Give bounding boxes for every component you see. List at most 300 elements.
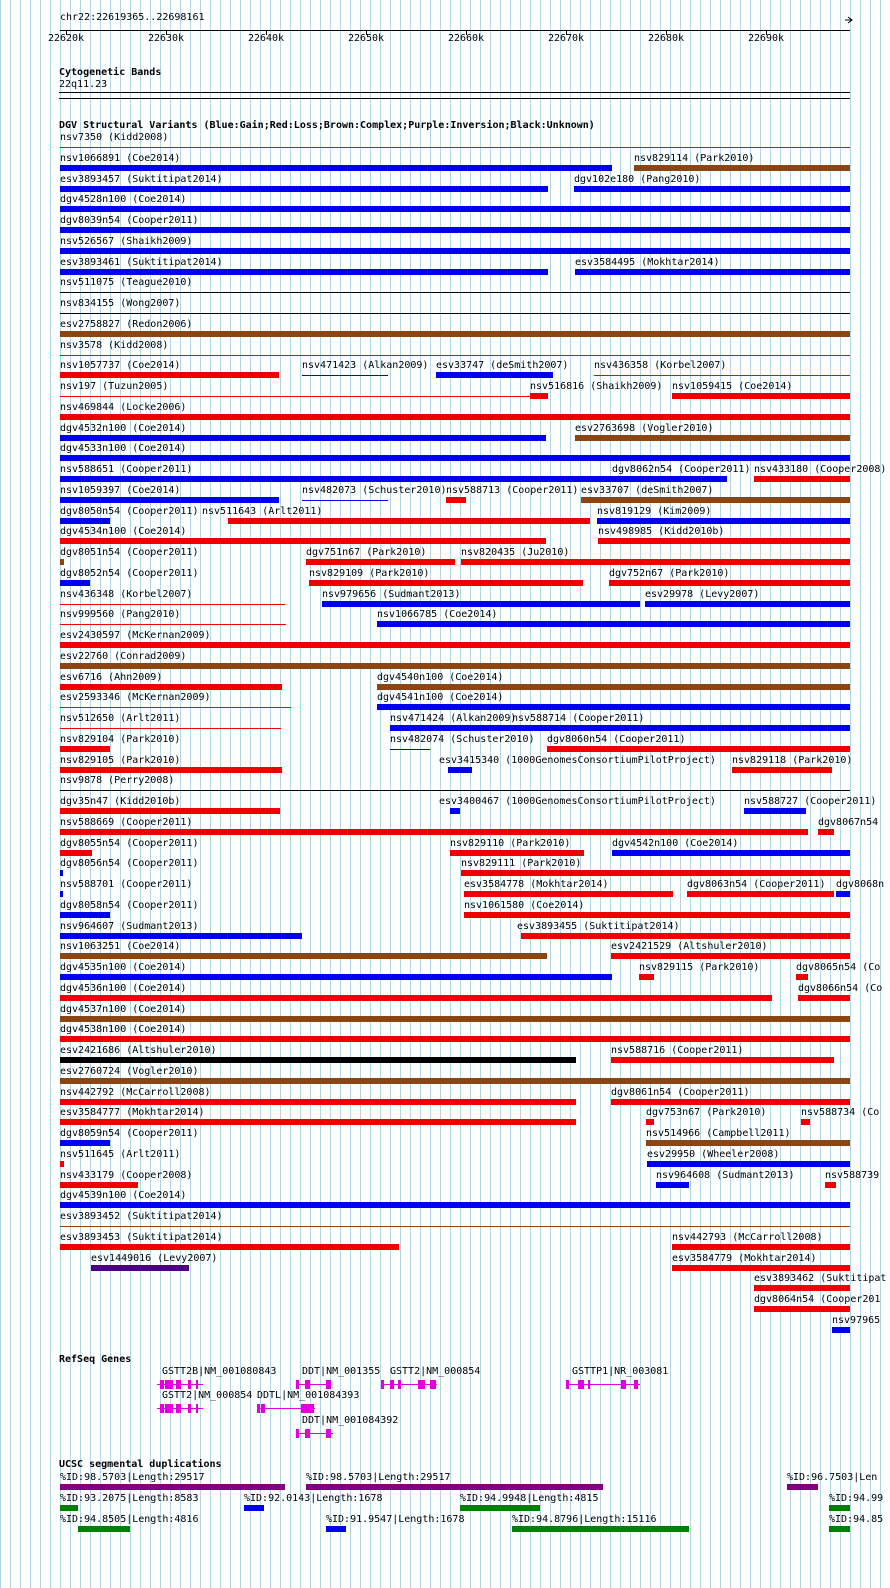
variant-label[interactable]: dgv8058n54 (Cooper2011) [60,900,199,911]
variant-label[interactable]: dgv8068n [836,879,885,890]
segdup-bar[interactable] [326,1526,346,1532]
variant-label[interactable]: nsv834155 (Wong2007) [60,298,181,309]
variant-label[interactable]: dgv35n47 (Kidd2010b) [60,796,181,807]
variant-bar[interactable] [60,870,63,876]
variant-label[interactable]: nsv1059415 (Coe2014) [672,381,793,392]
gene-exon[interactable] [418,1380,425,1389]
variant-label[interactable]: dgv8067n54 [818,817,879,828]
gene-exon[interactable] [430,1380,436,1389]
variant-bar[interactable] [461,559,850,565]
variant-bar[interactable] [60,707,291,708]
variant-label[interactable]: dgv8061n54 (Cooper2011) [611,1087,750,1098]
variant-label[interactable]: nsv482073 (Schuster2010) [302,485,447,496]
variant-label[interactable]: nsv511075 (Teague2010) [60,277,193,288]
variant-label[interactable]: nsv588713 (Cooper2011) [446,485,579,496]
variant-bar[interactable] [639,974,654,980]
variant-label[interactable]: esv22760 (Conrad2009) [60,651,187,662]
gene-label[interactable]: DDT|NM_001355 [302,1366,381,1377]
variant-label[interactable]: esv33707 (deSmith2007) [581,485,714,496]
variant-bar[interactable] [646,1140,850,1146]
variant-label[interactable]: nsv511643 (Arlt2011) [202,506,323,517]
variant-bar[interactable] [60,1078,850,1084]
variant-bar[interactable] [377,704,850,710]
variant-label[interactable]: nsv829114 (Park2010) [634,153,755,164]
variant-label[interactable]: dgv8051n54 (Cooper2011) [60,547,199,558]
variant-label[interactable]: dgv751n67 (Park2010) [306,547,427,558]
variant-bar[interactable] [672,393,850,399]
variant-label[interactable]: esv3893452 (Suktitipat2014) [60,1211,223,1222]
gene-exon[interactable] [165,1380,173,1389]
variant-bar[interactable] [377,684,850,690]
variant-label[interactable]: dgv753n67 (Park2010) [646,1107,767,1118]
variant-bar[interactable] [60,414,850,420]
variant-label[interactable]: nsv436348 (Korbel2007) [60,589,193,600]
variant-label[interactable]: dgv8066n54 (Co [798,983,883,994]
variant-bar[interactable] [796,974,808,980]
gene-exon[interactable] [305,1429,310,1438]
gene-exon[interactable] [196,1380,198,1389]
variant-bar[interactable] [60,974,612,980]
segdup-label[interactable]: %ID:98.5703|Length:29517 [306,1472,451,1483]
variant-label[interactable]: dgv4537n100 (Coe2014) [60,1004,187,1015]
gene-exon[interactable] [578,1380,584,1389]
variant-bar[interactable] [464,891,673,897]
gene-exon[interactable] [381,1380,384,1389]
variant-bar[interactable] [60,808,280,814]
gene-exon[interactable] [176,1404,181,1413]
ruler-tick-label: 22630k [147,33,185,44]
variant-bar[interactable] [647,1161,850,1167]
variant-label[interactable]: nsv469844 (Locke2006) [60,402,187,413]
ruler-tick-label: 22640k [247,33,285,44]
variant-label[interactable]: dgv4540n100 (Coe2014) [377,672,504,683]
variant-label[interactable]: nsv829115 (Park2010) [639,962,760,973]
gene-exon[interactable] [296,1429,299,1438]
segdup-label[interactable]: %ID:93.2075|Length:8583 [60,1493,199,1504]
variant-label[interactable]: nsv442793 (McCarroll2008) [672,1232,823,1243]
variant-bar[interactable] [754,476,850,482]
variant-bar[interactable] [60,933,302,939]
gene-exon[interactable] [566,1380,569,1389]
variant-bar[interactable] [575,269,850,275]
variant-label[interactable]: nsv588739 [825,1170,880,1181]
variant-bar[interactable] [521,933,850,939]
variant-bar[interactable] [612,476,727,482]
variant-label[interactable]: nsv1066891 (Coe2014) [60,153,181,164]
variant-bar[interactable] [836,891,850,897]
variant-bar[interactable] [832,1327,850,1333]
segdup-bar[interactable] [460,1505,540,1511]
variant-label[interactable]: esv2758827 (Redon2006) [60,319,193,330]
variant-bar[interactable] [464,912,850,918]
variant-bar[interactable] [60,538,546,544]
variant-bar[interactable] [60,518,110,524]
gene-label[interactable]: DDTL|NM_001084393 [257,1390,360,1401]
variant-label[interactable]: esv3893455 (Suktitipat2014) [517,921,680,932]
variant-bar[interactable] [60,497,279,503]
gene-exon[interactable] [196,1404,198,1413]
variant-bar[interactable] [744,808,806,814]
variant-label[interactable]: nsv588651 (Cooper2011) [60,464,193,475]
variant-label[interactable]: nsv97965 [832,1315,881,1326]
variant-label[interactable]: dgv8062n54 (Cooper2011) [612,464,751,475]
variant-label[interactable]: nsv3578 (Kidd2008) [60,340,169,351]
variant-label[interactable]: nsv819129 (Kim2009) [597,506,712,517]
gene-label[interactable]: GSTT2|NM_000854 [390,1366,481,1377]
variant-label[interactable]: dgv8056n54 (Cooper2011) [60,858,199,869]
variant-bar[interactable] [801,1119,810,1125]
variant-bar[interactable] [687,891,834,897]
variant-label[interactable]: nsv526567 (Shaikh2009) [60,236,193,247]
variant-label[interactable]: dgv4532n100 (Coe2014) [60,423,187,434]
variant-label[interactable]: nsv436358 (Korbel2007) [594,360,727,371]
variant-label[interactable]: nsv514966 (Campbell2011) [646,1128,791,1139]
variant-label[interactable]: nsv588714 (Cooper2011) [512,713,645,724]
variant-bar[interactable] [581,497,850,503]
variant-bar[interactable] [228,518,590,524]
gene-exon[interactable] [296,1380,299,1389]
gene-exon[interactable] [261,1404,265,1413]
gene-exon[interactable] [398,1380,401,1389]
variant-bar[interactable] [322,601,640,607]
variant-label[interactable]: nsv471423 (Alkan2009) [302,360,429,371]
variant-bar[interactable] [302,375,388,376]
variant-label[interactable]: nsv1063251 (Coe2014) [60,941,181,952]
variant-label[interactable]: dgv4533n100 (Coe2014) [60,443,187,454]
variant-bar[interactable] [60,1099,576,1105]
variant-bar[interactable] [60,1202,850,1208]
ruler-tick-label: 22650k [347,33,385,44]
variant-label[interactable]: nsv588734 (Co [801,1107,880,1118]
variant-bar[interactable] [611,1057,834,1063]
variant-label[interactable]: nsv516816 (Shaikh2009) [530,381,663,392]
variant-bar[interactable] [60,728,281,729]
variant-bar[interactable] [60,1161,64,1167]
variant-label[interactable]: nsv197 (Tuzun2005) [60,381,169,392]
variant-bar[interactable] [818,829,834,835]
segdup-bar[interactable] [60,1505,78,1511]
segdup-bar[interactable] [829,1505,850,1511]
variant-label[interactable]: nsv964608 (Sudmant2013) [656,1170,795,1181]
gene-exon[interactable] [301,1404,314,1413]
variant-label[interactable]: dgv4535n100 (Coe2014) [60,962,187,973]
variant-bar[interactable] [60,372,279,378]
variant-bar[interactable] [60,663,850,669]
segdup-label[interactable]: %ID:98.5703|Length:29517 [60,1472,205,1483]
variant-label[interactable]: esv33747 (deSmith2007) [436,360,569,371]
variant-bar[interactable] [60,331,850,337]
variant-bar[interactable] [436,372,553,378]
variant-label[interactable]: dgv8052n54 (Cooper2011) [60,568,199,579]
variant-bar[interactable] [612,850,850,856]
variant-bar[interactable] [547,746,850,752]
gene-exon[interactable] [176,1380,181,1389]
variant-bar[interactable] [60,790,850,791]
variant-bar[interactable] [60,829,808,835]
variant-label[interactable]: nsv829109 (Park2010) [309,568,430,579]
variant-bar[interactable] [60,313,850,314]
variant-label[interactable]: nsv588701 (Cooper2011) [60,879,193,890]
divider [59,98,850,99]
variant-label[interactable]: esv3584777 (Mokhtar2014) [60,1107,205,1118]
variant-label[interactable]: nsv1059397 (Coe2014) [60,485,181,496]
variant-bar[interactable] [611,953,850,959]
variant-label[interactable]: dgv4534n100 (Coe2014) [60,526,187,537]
variant-label[interactable]: esv2763698 (Vogler2010) [575,423,714,434]
segdup-label[interactable]: %ID:96.7503|Len [787,1472,878,1483]
variant-label[interactable]: dgv8064n54 (Cooper201 [754,1294,881,1305]
variant-label[interactable]: nsv7350 (Kidd2008) [60,132,169,143]
variant-label[interactable]: nsv829105 (Park2010) [60,755,181,766]
variant-bar[interactable] [450,808,460,814]
gene-exon[interactable] [257,1404,260,1413]
variant-bar[interactable] [390,749,430,750]
variant-bar[interactable] [60,684,282,690]
segdup-label[interactable]: %ID:94.9948|Length:4815 [460,1493,599,1504]
segdup-bar[interactable] [787,1484,818,1490]
variant-label[interactable]: nsv588727 (Cooper2011) [744,796,877,807]
gene-exon[interactable] [326,1380,331,1389]
variant-label[interactable]: nsv482074 (Schuster2010) [390,734,535,745]
variant-bar[interactable] [60,1016,850,1022]
variant-bar[interactable] [306,559,455,565]
gene-exon[interactable] [326,1429,331,1438]
variant-label[interactable]: esv3893457 (Suktitipat2014) [60,174,223,185]
variant-label[interactable]: nsv588669 (Cooper2011) [60,817,193,828]
variant-label[interactable]: esv3584779 (Mokhtar2014) [672,1253,817,1264]
segdup-label[interactable]: %ID:91.9547|Length:1678 [326,1514,465,1525]
variant-bar[interactable] [446,497,466,503]
segdup-bar[interactable] [306,1484,603,1490]
variant-bar[interactable] [60,580,90,586]
variant-bar[interactable] [60,206,850,212]
variant-label[interactable]: nsv1057737 (Coe2014) [60,360,181,371]
dgv-track-title: DGV Structural Variants (Blue:Gain;Red:Loss;Brown:Complex;Purple:Inversion;Black:Unknown) [59,120,595,131]
variant-bar[interactable] [60,1057,576,1063]
variant-bar[interactable] [512,725,850,731]
variant-label[interactable]: dgv8063n54 (Cooper2011) [687,879,826,890]
variant-bar[interactable] [450,850,584,856]
variant-label[interactable]: esv3893462 (Suktitipat [754,1273,887,1284]
gene-label[interactable]: DDT|NM_001084392 [302,1415,399,1426]
variant-label[interactable]: dgv4538n100 (Coe2014) [60,1024,187,1035]
variant-label[interactable]: nsv433180 (Cooper2008) [754,464,887,475]
variant-bar[interactable] [302,500,388,501]
region-coordinates: chr22:22619365..22698161 [60,12,205,23]
variant-label[interactable]: nsv511645 (Arlt2011) [60,1149,181,1160]
variant-bar[interactable] [611,1099,850,1105]
variant-bar[interactable] [60,746,110,752]
variant-label[interactable]: dgv752n67 (Park2010) [609,568,730,579]
variant-bar[interactable] [60,642,850,648]
gene-exon[interactable] [305,1380,310,1389]
ruler-tick-label: 22690k [747,33,785,44]
variant-label[interactable]: esv2760724 (Vogler2010) [60,1066,199,1077]
variant-bar[interactable] [60,396,548,397]
variant-bar[interactable] [448,767,472,773]
variant-bar[interactable] [60,850,92,856]
gene-exon[interactable] [621,1380,626,1389]
gene-label[interactable]: GSTT2B|NM_001080843 [162,1366,277,1377]
scroll-right-arrow-icon[interactable] [845,14,853,26]
variant-bar[interactable] [60,1036,850,1042]
variant-bar[interactable] [754,1306,850,1312]
segdup-label[interactable]: %ID:94.85 [829,1514,884,1525]
variant-label[interactable]: esv3584495 (Mokhtar2014) [575,257,720,268]
variant-bar[interactable] [60,227,850,233]
variant-bar[interactable] [530,393,548,399]
variant-label[interactable]: esv3893461 (Suktitipat2014) [60,257,223,268]
variant-bar[interactable] [598,538,850,544]
gene-exon[interactable] [188,1404,191,1413]
variant-bar[interactable] [60,624,286,625]
variant-bar[interactable] [732,767,832,773]
variant-label[interactable]: nsv999560 (Pang2010) [60,609,181,620]
variant-label[interactable]: esv3400467 (1000GenomesConsortiumPilotProject) [439,796,716,807]
divider [59,92,850,93]
variant-bar[interactable] [60,435,546,441]
variant-bar[interactable] [634,165,850,171]
segdup-track-title: UCSC segmental duplications [59,1459,222,1470]
gene-exon[interactable] [160,1404,164,1413]
variant-bar[interactable] [60,891,63,897]
variant-bar[interactable] [60,248,850,254]
gene-exon[interactable] [165,1404,173,1413]
variant-label[interactable]: dgv8059n54 (Cooper2011) [60,1128,199,1139]
variant-label[interactable]: nsv964607 (Sudmant2013) [60,921,199,932]
variant-bar[interactable] [60,559,64,565]
variant-bar[interactable] [798,995,850,1001]
variant-label[interactable]: dgv8055n54 (Cooper2011) [60,838,199,849]
cytoband-track-title: Cytogenetic Bands [59,67,162,78]
variant-bar[interactable] [60,1226,850,1227]
variant-label[interactable]: nsv512650 (Arlt2011) [60,713,181,724]
variant-label[interactable]: dgv4542n100 (Coe2014) [612,838,739,849]
variant-bar[interactable] [461,870,850,876]
gene-exon[interactable] [188,1380,191,1389]
variant-bar[interactable] [574,186,850,192]
variant-label[interactable]: nsv442792 (McCarroll2008) [60,1087,211,1098]
variant-label[interactable]: esv29950 (Wheeler2008) [647,1149,780,1160]
variant-label[interactable]: nsv829104 (Park2010) [60,734,181,745]
variant-bar[interactable] [60,269,548,275]
variant-label[interactable]: dgv8065n54 (Co [796,962,881,973]
variant-label[interactable]: dgv8039n54 (Cooper2011) [60,215,199,226]
variant-label[interactable]: nsv9878 (Perry2008) [60,775,175,786]
variant-label[interactable]: esv2421529 (Altshuler2010) [611,941,768,952]
variant-label[interactable]: nsv820435 (Ju2010) [461,547,570,558]
variant-bar[interactable] [646,1119,654,1125]
variant-label[interactable]: nsv1066785 (Coe2014) [377,609,498,620]
variant-bar[interactable] [60,147,850,148]
variant-label[interactable]: esv3584778 (Mokhtar2014) [464,879,609,890]
segdup-label[interactable]: %ID:94.8796|Length:15116 [512,1514,657,1525]
variant-bar[interactable] [91,1265,189,1271]
variant-bar[interactable] [825,1182,836,1188]
variant-label[interactable]: nsv588716 (Cooper2011) [611,1045,744,1056]
segdup-label[interactable]: %ID:94.8505|Length:4816 [60,1514,199,1525]
ruler-tick-label: 22670k [547,33,585,44]
variant-bar[interactable] [60,604,285,605]
variant-label[interactable]: dgv8060n54 (Cooper2011) [547,734,686,745]
variant-bar[interactable] [672,1265,850,1271]
variant-label[interactable]: nsv979656 (Sudmant2013) [322,589,461,600]
variant-bar[interactable] [60,1119,576,1125]
variant-bar[interactable] [60,1244,399,1250]
variant-label[interactable]: nsv829118 (Park2010) [732,755,853,766]
variant-label[interactable]: nsv829111 (Park2010) [461,858,582,869]
variant-label[interactable]: nsv829110 (Park2010) [450,838,571,849]
variant-label[interactable]: dgv4528n100 (Coe2014) [60,194,187,205]
gene-label[interactable]: GSTTP1|NR_003081 [572,1366,669,1377]
variant-label[interactable]: esv2421686 (Altshuler2010) [60,1045,217,1056]
variant-label[interactable]: dgv4541n100 (Coe2014) [377,692,504,703]
variant-bar[interactable] [377,621,850,627]
variant-bar[interactable] [656,1182,689,1188]
variant-label[interactable]: esv2430597 (McKernan2009) [60,630,211,641]
variant-bar[interactable] [60,767,282,773]
segdup-bar[interactable] [78,1526,130,1532]
gene-exon[interactable] [588,1380,590,1389]
segdup-bar[interactable] [60,1484,285,1490]
gene-exon[interactable] [390,1380,394,1389]
gene-exon[interactable] [160,1380,164,1389]
ruler-tick-label: 22680k [647,33,685,44]
variant-label[interactable]: esv1449016 (Levy2007) [91,1253,218,1264]
variant-label[interactable]: nsv433179 (Cooper2008) [60,1170,193,1181]
segdup-bar[interactable] [244,1505,264,1511]
variant-bar[interactable] [754,1285,850,1291]
variant-label[interactable]: nsv1061580 (Coe2014) [464,900,585,911]
variant-bar[interactable] [60,953,547,959]
variant-bar[interactable] [60,1182,138,1188]
variant-bar[interactable] [597,518,850,524]
variant-bar[interactable] [609,580,850,586]
variant-label[interactable]: esv29978 (Levy2007) [645,589,760,600]
variant-bar[interactable] [594,375,850,376]
variant-bar[interactable] [672,1244,850,1250]
variant-bar[interactable] [60,165,612,171]
gene-label[interactable]: GSTT2|NM_000854 [162,1390,253,1401]
segdup-label[interactable]: %ID:94.99 [829,1493,884,1504]
variant-bar[interactable] [60,355,850,356]
segdup-bar[interactable] [829,1526,850,1532]
variant-label[interactable]: nsv471424 (Alkan2009) [390,713,517,724]
variant-bar[interactable] [60,186,548,192]
variant-label[interactable]: esv3893453 (Suktitipat2014) [60,1232,223,1243]
segdup-label[interactable]: %ID:92.0143|Length:1678 [244,1493,383,1504]
variant-bar[interactable] [309,580,583,586]
variant-label[interactable]: esv3415340 (1000GenomesConsortiumPilotProject) [439,755,716,766]
variant-bar[interactable] [575,435,850,441]
variant-label[interactable]: dgv4539n100 (Coe2014) [60,1190,187,1201]
variant-bar[interactable] [60,1140,110,1146]
variant-label[interactable]: nsv498985 (Kidd2010b) [598,526,725,537]
variant-bar[interactable] [645,601,850,607]
variant-label[interactable]: esv2593346 (McKernan2009) [60,692,211,703]
segdup-bar[interactable] [512,1526,689,1532]
variant-bar[interactable] [60,995,772,1001]
variant-bar[interactable] [60,292,850,293]
variant-label[interactable]: dgv102e180 (Pang2010) [574,174,701,185]
variant-label[interactable]: dgv4536n100 (Coe2014) [60,983,187,994]
variant-label[interactable]: dgv8050n54 (Cooper2011) [60,506,199,517]
variant-bar[interactable] [60,455,850,461]
gene-exon[interactable] [634,1380,638,1389]
variant-label[interactable]: esv6716 (Ahn2009) [60,672,163,683]
cytoband-label: 22q11.23 [59,79,108,90]
variant-bar[interactable] [60,912,110,918]
